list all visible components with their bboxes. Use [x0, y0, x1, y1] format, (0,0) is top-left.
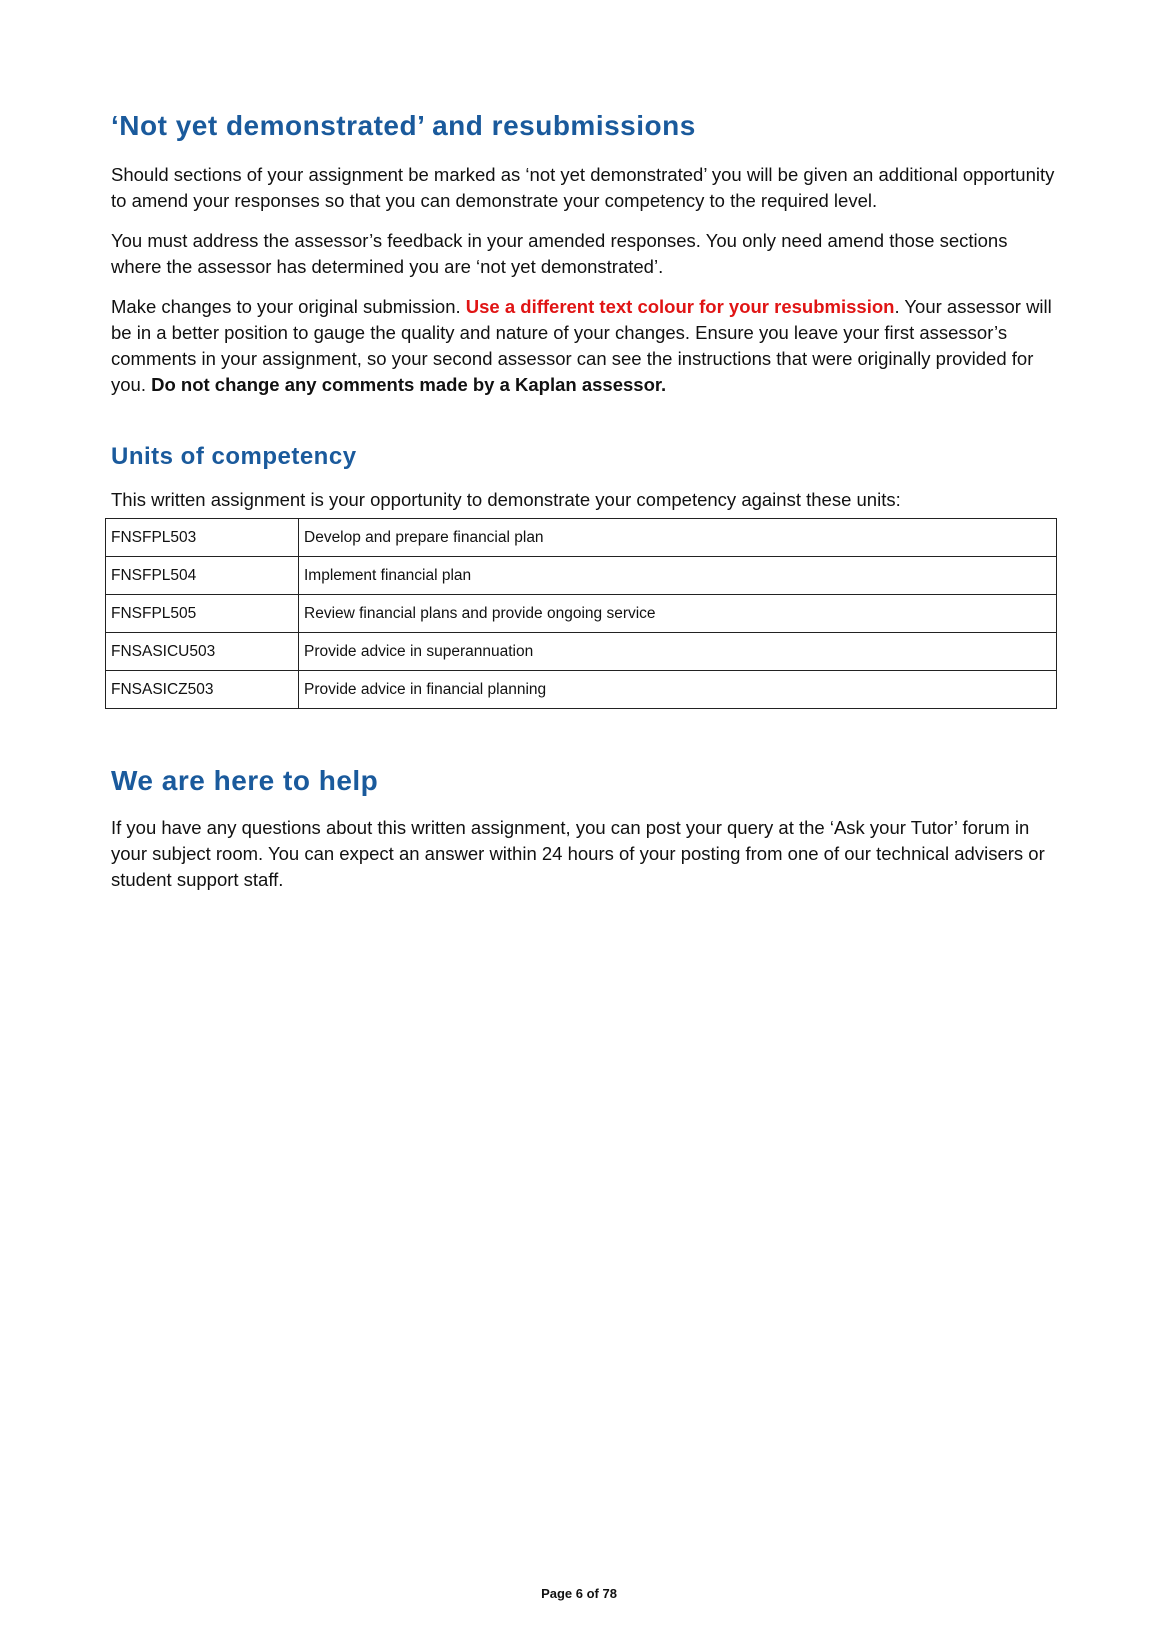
paragraph-ask-your-tutor: If you have any questions about this written assignment, you can post your query at the ‘Ask your Tutor’ forum in your subject room. You can expect an answer within 24 hours of your posting from one of our technical advisers or student support staff.	[111, 817, 1045, 890]
unit-title: Provide advice in financial planning	[299, 671, 1057, 709]
heading-units-of-competency: Units of competency	[111, 443, 357, 470]
paragraph-assessor-feedback: You must address the assessor’s feedback in your amended responses. You only need amend those sections where the assessor has determined you are ‘not yet demonstrated’.	[111, 230, 1008, 277]
make-changes-text: Make changes to your original submission.	[111, 296, 466, 317]
paragraph-not-yet-demonstrated: Should sections of your assignment be marked as ‘not yet demonstrated’ you will be given an additional opportunity to amend your responses so that you can demonstrate your competency to the required level.	[111, 164, 1055, 211]
kaplan-comments-warning: Do not change any comments made by a Kaplan assessor.	[151, 374, 667, 395]
assessor-position-text: . Your assessor will be in a better position to gauge the quality and nature of your changes. Ensure you leave your first assessor’s comments in your assignment, so your second assessor can see the instructions that were originally provided for you.	[111, 296, 1052, 395]
unit-title: Develop and prepare financial plan	[299, 519, 1057, 557]
page-content	[111, 110, 1061, 893]
table-row	[106, 633, 1057, 671]
unit-title: Review financial plans and provide ongoing service	[299, 595, 1057, 633]
unit-title: Provide advice in superannuation	[299, 633, 1057, 671]
units-intro: This written assignment is your opportunity to demonstrate your competency against these units:	[111, 489, 901, 510]
table-row	[106, 595, 1057, 633]
table-row	[106, 557, 1057, 595]
heading-here-to-help: We are here to help	[111, 765, 379, 796]
table-row	[106, 671, 1057, 709]
unit-code: FNSFPL504	[106, 557, 299, 595]
table-row	[106, 519, 1057, 557]
paragraph-make-changes	[111, 294, 1061, 398]
unit-code: FNSASICZ503	[106, 671, 299, 709]
units-table	[105, 518, 1057, 709]
unit-title: Implement financial plan	[299, 557, 1057, 595]
page-number: Page 6 of 78	[541, 1586, 617, 1601]
resubmission-colour-instruction: Use a different text colour for your resubmission	[465, 296, 895, 317]
heading-resubmissions: ‘Not yet demonstrated’ and resubmissions	[111, 110, 696, 141]
unit-code: FNSFPL503	[106, 519, 299, 557]
unit-code: FNSASICU503	[106, 633, 299, 671]
unit-code: FNSFPL505	[106, 595, 299, 633]
